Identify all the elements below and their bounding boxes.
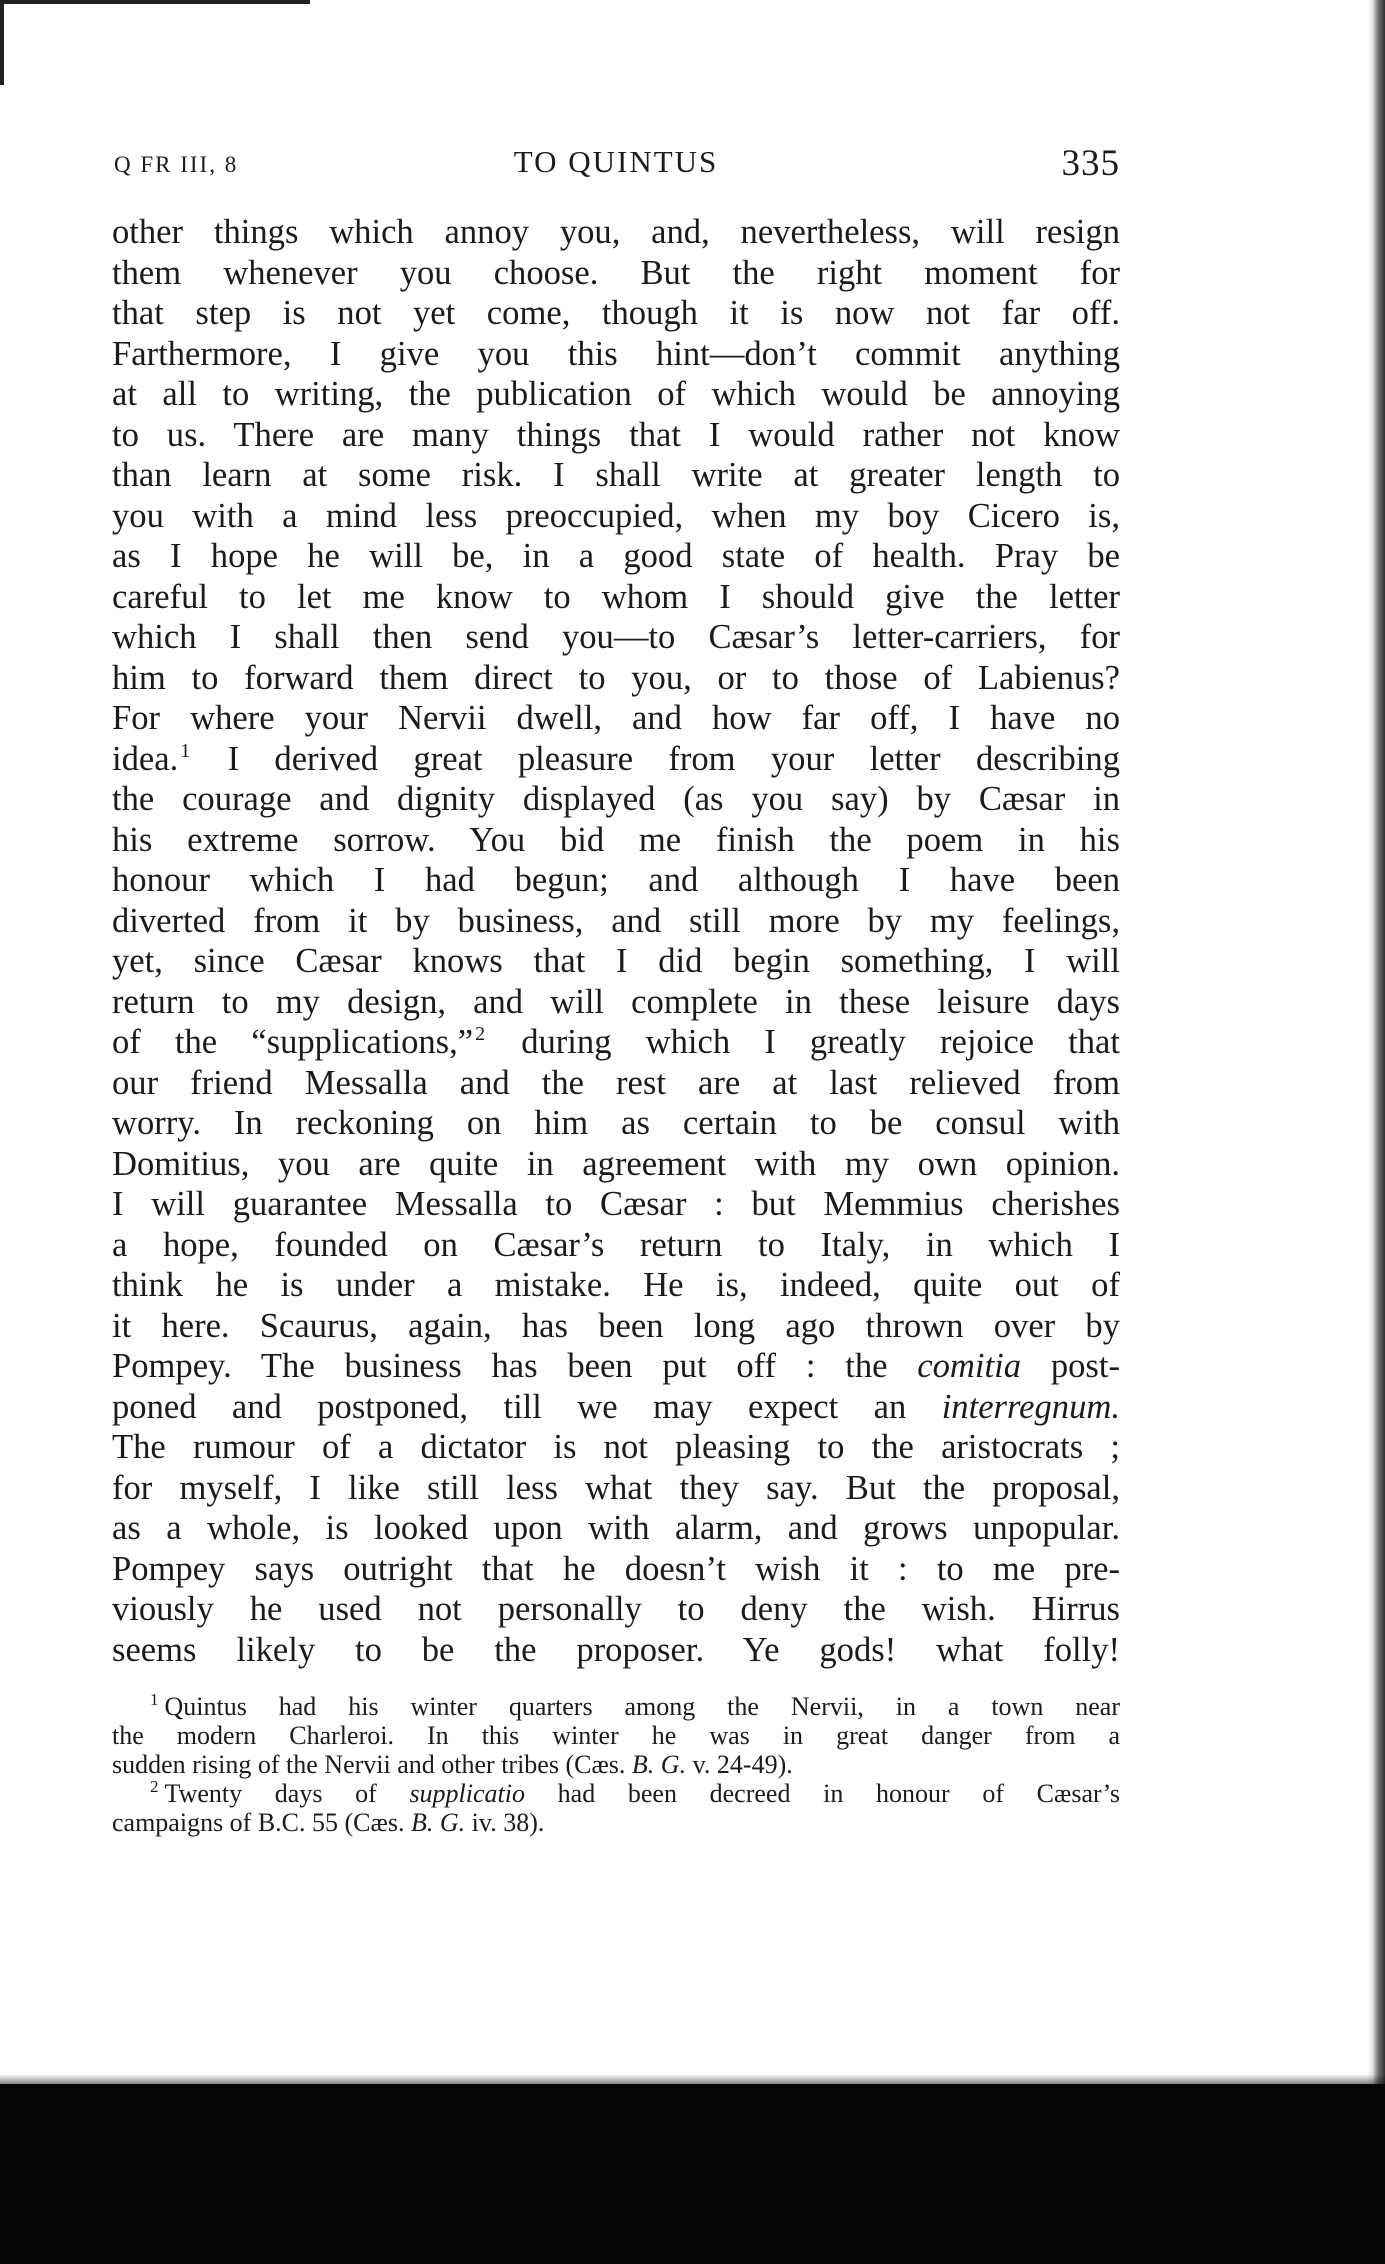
footnote-citation: B. G. [631, 1750, 687, 1779]
text-line: Farthermore, I give you this hint—don’t commit anything [112, 334, 1120, 373]
footnote-1-line [112, 1750, 1120, 1779]
text-line: viously he used not personally to deny the wish. Hirrus [112, 1590, 1120, 1628]
footnote-text: Twenty days of [164, 1779, 377, 1808]
footnote-2-mark: 2 [150, 1777, 159, 1797]
text-line: seems likely to be the proposer. Ye gods! what folly! [112, 1630, 1120, 1669]
footnote-text: had been decreed in honour of Cæsar’s [557, 1779, 1120, 1808]
footnote-1-line: the modern Charleroi. In this winter he was in great danger from a [112, 1721, 1120, 1750]
footnote-1-line [112, 1692, 1120, 1721]
footnote-1-mark: 1 [150, 1690, 159, 1710]
running-head [112, 140, 1120, 190]
text-line: which I shall then send you—to Cæsar’s letter-carriers, for [112, 618, 1120, 656]
text-line: other things which annoy you, and, nevertheless, will resign [112, 213, 1120, 251]
text-line: For where your Nervii dwell, and how far off, I have no [112, 699, 1120, 737]
page-number: 335 [1061, 143, 1120, 184]
text-line: the courage and dignity displayed (as you say) by Cæsar in [112, 780, 1120, 818]
text-line: honour which I had begun; and although I have been [112, 861, 1120, 899]
footnote-text: v. 24-49). [692, 1750, 793, 1779]
text-line: think he is under a mistake. He is, indeed, quite out of [112, 1266, 1120, 1304]
footnote-citation: B. G. [411, 1808, 466, 1837]
text-line: you with a mind less preoccupied, when my boy Cicero is, [112, 496, 1120, 535]
text-line: a hope, founded on Cæsar’s return to Italy, in which I [112, 1225, 1120, 1264]
scan-border-top [0, 0, 310, 4]
text-line [112, 1387, 1120, 1428]
text-line: Pompey says outright that he doesn’t wish it : to me pre- [112, 1549, 1120, 1588]
text-line: careful to let me know to whom I should give the letter [112, 577, 1120, 616]
text-line: for myself, I like still less what they say. But the proposal, [112, 1468, 1120, 1507]
text-line: as a whole, is looked upon with alarm, and grows unpopular. [112, 1509, 1120, 1547]
footnote-text: campaigns of B.C. 55 (Cæs. [112, 1808, 405, 1837]
text-line: than learn at some risk. I shall write at greater length to [112, 456, 1120, 494]
text-line: worry. In reckoning on him as certain to be consul with [112, 1104, 1120, 1142]
text-line: his extreme sorrow. You bid me finish the poem in his [112, 820, 1120, 859]
italic-term-interregnum: interregnum. [941, 1387, 1120, 1426]
text-segment: of the “supplications,” [112, 1023, 474, 1061]
text-line: as I hope he will be, in a good state of health. Pray be [112, 537, 1120, 575]
text-line: return to my design, and will complete in these leisure days [112, 982, 1120, 1021]
text-line: The rumour of a dictator is not pleasing to the aristocrats ; [112, 1428, 1120, 1466]
text-line: Domitius, you are quite in agreement with my own opinion. [112, 1144, 1120, 1183]
page-heading: TO QUINTUS [513, 144, 719, 179]
text-line [112, 1022, 1120, 1063]
scan-border-bottom [0, 2084, 1385, 2264]
footnotes [112, 1692, 1120, 1837]
footnote-term: supplicatio [409, 1779, 525, 1808]
letter-body [112, 212, 1120, 1670]
italic-term-comitia: comitia [917, 1347, 1022, 1385]
footnote-2-line [112, 1779, 1120, 1808]
text-segment: poned and postponed, till we may expect an [112, 1387, 907, 1426]
text-segment: idea. [112, 739, 179, 778]
section-reference: Q FR III, 8 [114, 152, 239, 177]
text-line: them whenever you choose. But the right moment for [112, 253, 1120, 292]
text-line [112, 739, 1120, 780]
footnote-text: Quintus had his winter quarters among the Nervii, in a town near [164, 1692, 1120, 1721]
footnote-text: sudden rising of the Nervii and other tribes (Cæs. [112, 1750, 626, 1779]
book-page [112, 140, 1120, 1837]
scan-border-left [0, 0, 4, 85]
text-line: him to forward them direct to you, or to those of Labienus? [112, 658, 1120, 697]
text-line: I will guarantee Messalla to Cæsar : but Memmius cherishes [112, 1185, 1120, 1223]
text-segment: during which I greatly rejoice that [521, 1023, 1120, 1061]
text-line: that step is not yet come, though it is now not far off. [112, 294, 1120, 332]
text-line [112, 1346, 1120, 1387]
text-line: to us. There are many things that I would rather not know [112, 415, 1120, 454]
text-segment: post- [1050, 1347, 1120, 1385]
footnote-reference-2: 2 [475, 1023, 486, 1046]
footnote-2-line [112, 1808, 1120, 1837]
footnote-reference-1: 1 [180, 739, 191, 762]
text-line: diverted from it by business, and still more by my feelings, [112, 901, 1120, 940]
footnote-text: iv. 38). [471, 1808, 545, 1837]
text-segment: I derived great pleasure from your letter describing [227, 739, 1120, 778]
text-line: our friend Messalla and the rest are at last relieved from [112, 1063, 1120, 1102]
text-line: it here. Scaurus, again, has been long ago thrown over by [112, 1306, 1120, 1345]
text-line: yet, since Cæsar knows that I did begin something, I will [112, 942, 1120, 980]
text-segment: Pompey. The business has been put off : the [112, 1347, 888, 1385]
scan-border-right [1367, 0, 1385, 2100]
text-line: at all to writing, the publication of which would be annoying [112, 375, 1120, 413]
